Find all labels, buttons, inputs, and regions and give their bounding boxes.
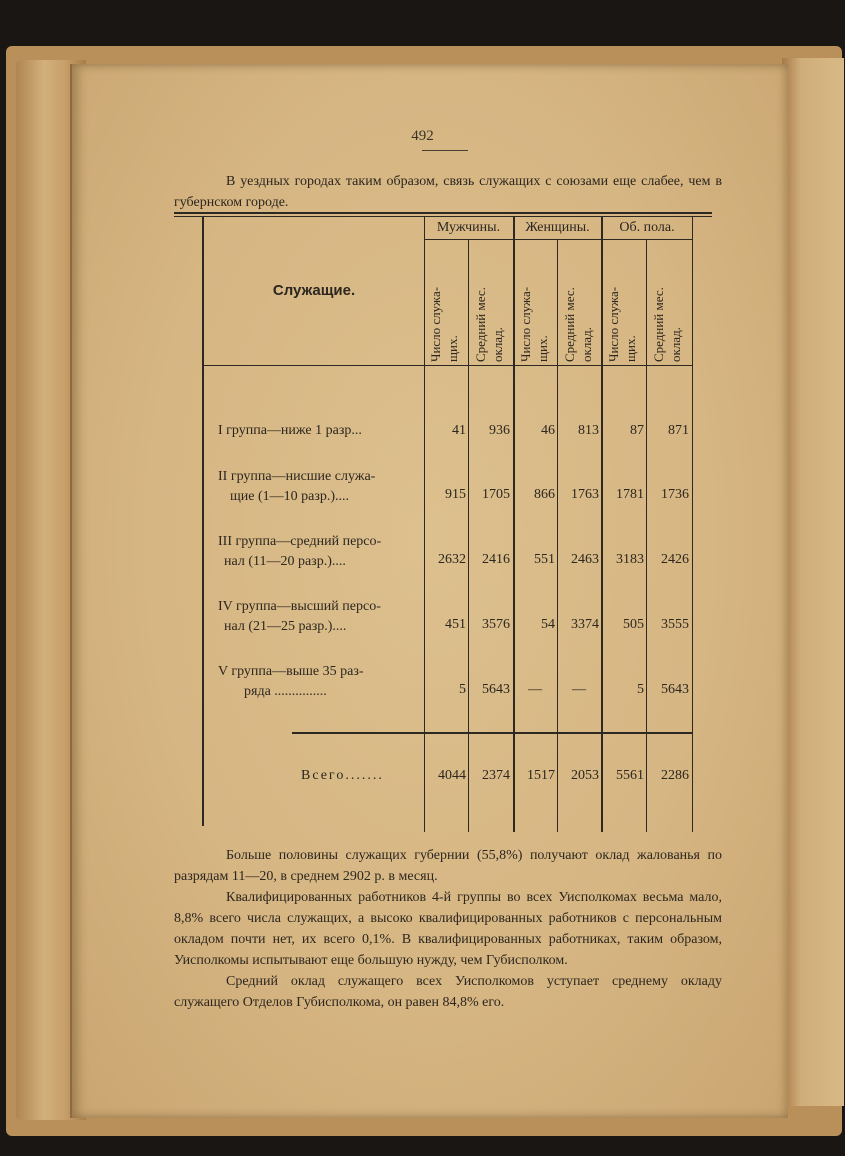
table-cell: — bbox=[572, 682, 586, 697]
subheader-line: Число служа- bbox=[518, 286, 533, 362]
total-cell: 5561 bbox=[616, 768, 644, 783]
subheader-both-salary bbox=[650, 244, 690, 362]
row-label-line: IV группа—высший персо- bbox=[218, 599, 381, 614]
table-cell: 871 bbox=[668, 423, 689, 438]
subheader-men-count bbox=[427, 244, 467, 362]
col-rule-3 bbox=[513, 216, 515, 832]
table-cell: 813 bbox=[578, 423, 599, 438]
row-label-line: нал (11—20 разр.).... bbox=[224, 554, 346, 569]
facing-page-edge bbox=[782, 58, 844, 1106]
col-rule-right bbox=[692, 216, 693, 832]
group-header-men: Мужчины. bbox=[436, 220, 501, 235]
table-cell: 2463 bbox=[571, 552, 599, 567]
table-cell: 2632 bbox=[438, 552, 466, 567]
intro-text: В уездных городах таким образом, связь служащих с союзами еще слабее, чем в губернском городе. bbox=[174, 174, 722, 210]
subheader-women-salary bbox=[561, 244, 601, 362]
subheader-line: оклад. bbox=[668, 327, 683, 362]
page-number: 492 bbox=[411, 128, 434, 144]
intro-paragraph bbox=[174, 171, 722, 213]
table-top-rule-2 bbox=[174, 216, 712, 217]
table-cell: 1763 bbox=[571, 487, 599, 502]
subheader-line: Средний мес. bbox=[562, 287, 577, 362]
table-cell: — bbox=[528, 682, 542, 697]
table-cell: 915 bbox=[445, 487, 466, 502]
paragraph: Средний оклад служащего всех Уисполкомов уступает среднему окладу служащего Отделов Губисполкома, он равен 84,8% его. bbox=[174, 974, 722, 1010]
row-label-group-3 bbox=[218, 532, 423, 572]
table-top-rule bbox=[174, 212, 712, 214]
table-cell: 5643 bbox=[482, 682, 510, 697]
total-cell: 2053 bbox=[571, 768, 599, 783]
table-cell: 866 bbox=[534, 487, 555, 502]
table-cell: 3374 bbox=[571, 617, 599, 632]
subheader-both-count bbox=[605, 244, 645, 362]
subheader-line: щих. bbox=[445, 335, 460, 362]
group-header-women: Женщины. bbox=[525, 220, 590, 235]
total-cell: 2286 bbox=[661, 768, 689, 783]
subheader-line: Средний мес. bbox=[473, 287, 488, 362]
table-cell: 2416 bbox=[482, 552, 510, 567]
group-header-rule bbox=[424, 239, 692, 240]
total-separator-rule bbox=[292, 732, 692, 734]
body-paragraphs bbox=[174, 845, 722, 1013]
table-cell: 451 bbox=[445, 617, 466, 632]
row-label-line: III группа—средний персо- bbox=[218, 534, 382, 549]
table-cell: 1705 bbox=[482, 487, 510, 502]
row-label-group-5 bbox=[218, 662, 423, 702]
subheader-line: оклад. bbox=[490, 327, 505, 362]
subheader-men-salary bbox=[472, 244, 512, 362]
table-cell: 1781 bbox=[616, 487, 644, 502]
table-cell: 505 bbox=[623, 617, 644, 632]
paragraph: Больше половины служащих губернии (55,8%) получают оклад жалованья по разрядам 11—20, в среднем 2902 р. в месяц. bbox=[174, 848, 722, 884]
table-cell: 936 bbox=[489, 423, 510, 438]
row-label-group-1 bbox=[218, 421, 423, 441]
subheader-women-count bbox=[517, 244, 557, 362]
table-cell: 41 bbox=[452, 423, 466, 438]
total-label: Всего....... bbox=[301, 768, 384, 783]
table-cell: 551 bbox=[534, 552, 555, 567]
table-cell: 3555 bbox=[661, 617, 689, 632]
row-label-group-4 bbox=[218, 597, 423, 637]
paragraph: Квалифицированных работников 4-й группы во всех Уисполкомах весьма мало, 8,8% всего числа служащих, а высоко квалифицированных работников с персональным окладом почти нет, их всего 0,1%. В квалифицированных работниках, таким образом, Уисполкомы испытывают еще большую нужду, чем Губисполком. bbox=[174, 890, 722, 968]
total-cell: 4044 bbox=[438, 768, 466, 783]
subheader-line: Число служа- bbox=[606, 286, 621, 362]
table-cell: 5 bbox=[459, 682, 466, 697]
table-cell: 87 bbox=[630, 423, 644, 438]
col-rule-4 bbox=[557, 240, 558, 832]
table-cell: 5643 bbox=[661, 682, 689, 697]
subheader-line: оклад. bbox=[579, 327, 594, 362]
table-cell: 54 bbox=[541, 617, 555, 632]
col-rule-5 bbox=[601, 216, 603, 832]
stub-header: Служащие. bbox=[272, 282, 356, 299]
stub-left-rule bbox=[202, 216, 204, 826]
table-cell: 1736 bbox=[661, 487, 689, 502]
table-cell: 5 bbox=[637, 682, 644, 697]
total-cell: 1517 bbox=[527, 768, 555, 783]
group-header-both: Об. пола. bbox=[619, 220, 675, 235]
table-cell: 46 bbox=[541, 423, 555, 438]
row-label-line: щие (1—10 разр.).... bbox=[230, 489, 350, 504]
row-label-line: I группа—ниже 1 разр... bbox=[218, 423, 362, 438]
page-number-underline bbox=[422, 150, 468, 151]
row-label-group-2 bbox=[218, 467, 423, 507]
total-cell: 2374 bbox=[482, 768, 510, 783]
subheader-line: щих. bbox=[623, 335, 638, 362]
table-cell: 3183 bbox=[616, 552, 644, 567]
col-rule-6 bbox=[646, 240, 647, 832]
table-cell: 3576 bbox=[482, 617, 510, 632]
salary-table bbox=[174, 212, 712, 832]
row-label-line: II группа—нисшие служа- bbox=[218, 469, 376, 484]
subheader-line: Число служа- bbox=[428, 286, 443, 362]
col-rule-1 bbox=[424, 216, 425, 832]
subheader-line: щих. bbox=[535, 335, 550, 362]
table-cell: 2426 bbox=[661, 552, 689, 567]
row-label-line: ряда ............... bbox=[244, 684, 327, 699]
header-bottom-rule bbox=[202, 365, 692, 366]
col-rule-2 bbox=[468, 240, 469, 832]
row-label-line: V группа—выше 35 раз- bbox=[218, 664, 364, 679]
subheader-line: Средний мес. bbox=[651, 287, 666, 362]
row-label-line: нал (21—25 разр.).... bbox=[224, 619, 347, 634]
